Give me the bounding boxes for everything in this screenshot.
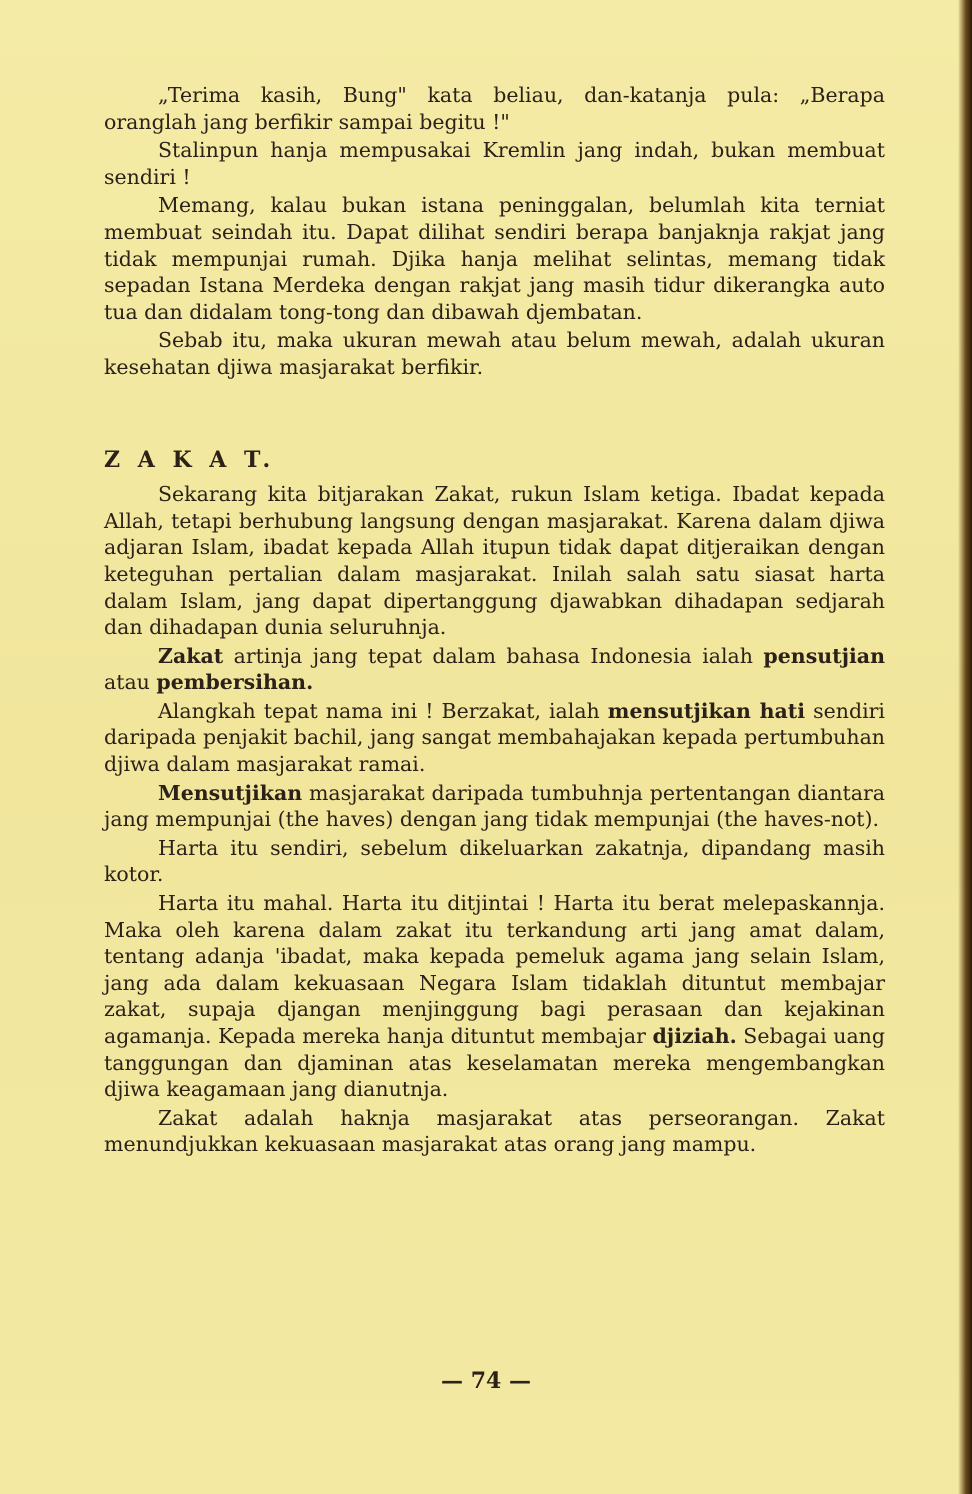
- bold-term: pembersihan.: [156, 670, 314, 695]
- paragraph-hak-masjarakat: Zakat adalah haknja masjarakat atas perseorangan. Zakat menundjukkan kekuasaan masjarakat atas orang jang mampu.: [104, 1105, 885, 1157]
- paragraph-istana: Memang, kalau bukan istana peninggalan, belumlah kita terniat membuat seindah itu. Dapat dilihat sendiri berapa banjaknja rakjat jang tidak mempunjai rumah. Djika hanja melihat selintas, memang tidak sepadan Istana Merdeka dengan rakjat jang masih tidur dikerangka auto tua dan didalam tong-tong dan dibawah djembatan.: [104, 193, 885, 324]
- paragraph-ukuran: Sebab itu, maka ukuran mewah atau belum mewah, adalah ukuran kesehatan djiwa masjarakat berfikir.: [104, 328, 885, 379]
- paragraph-zakat-meaning: Zakat artinja jang tepat dalam bahasa Indonesia ialah pensutjian atau pembersihan.: [104, 643, 885, 695]
- paragraph-mensutjikan: Mensutjikan masjarakat daripada tumbuhnja pertentangan diantara jang mempunjai (the haves) dengan jang tidak mempunjai (the haves-not).: [104, 780, 885, 832]
- bold-term: pensutjian: [763, 643, 885, 668]
- page-number: — 74 —: [441, 1368, 531, 1394]
- bold-term: djiziah.: [652, 1024, 737, 1048]
- bold-term: mensutjikan hati: [607, 698, 806, 723]
- paragraph-harta-kotor: Harta itu sendiri, sebelum dikeluarkan zakatnja, dipandang masih kotor.: [104, 835, 885, 887]
- paragraph-stalin: Stalinpun hanja mempusakai Kremlin jang indah, bukan membuat sendiri !: [104, 138, 885, 189]
- paragraph-quote: „Terima kasih, Bung" kata beliau, dan-katanja pula: „Berapa oranglah jang berfikir sampai begitu !": [104, 83, 885, 134]
- section-heading-zakat: Z A K A T.: [104, 446, 276, 473]
- paragraph-alangkah: Alangkah tepat nama ini ! Berzakat, ialah mensutjikan hati sendiri daripada penjakit bachil, jang sangat membahajakan kepada pertumbuhan djiwa dalam masjarakat ramai.: [104, 698, 885, 777]
- page-edge-shadow: [958, 0, 972, 1494]
- page-body: [104, 82, 885, 1160]
- bold-term: Zakat: [158, 643, 224, 668]
- paragraph-zakat-intro: Sekarang kita bitjarakan Zakat, rukun Islam ketiga. Ibadat kepada Allah, tetapi berhubung langsung dengan masjarakat. Karena dalam djiwa adjaran Islam, ibadat kepada Allah itupun tidak dapat ditjeraikan dengan keteguhan pertalian dalam masjarakat. Inilah salah satu siasat harta dalam Islam, jang dapat dipertanggung djawabkan dihadapan sedjarah dan dihadapan dunia seluruhnja.: [104, 482, 885, 640]
- paragraph-harta-mahal: Harta itu mahal. Harta itu ditjintai ! Harta itu berat melepaskannja. Maka oleh karena dalam zakat itu terkandung arti jang amat dalam, tentang adanja 'ibadat, maka kepada pemeluk agama jang selain Islam, jang ada dalam kekuasaan Negara Islam tidaklah dituntut membajar zakat, supaja djangan menjinggung bagi perasaan dan kejakinan agamanja. Kepada mereka hanja dituntut membajar djiziah. Sebagai uang tanggungan dan djaminan atas keselamatan mereka mengembangkan djiwa keagamaan jang dianutnja.: [104, 891, 885, 1102]
- bold-term: Mensutjikan: [158, 780, 303, 805]
